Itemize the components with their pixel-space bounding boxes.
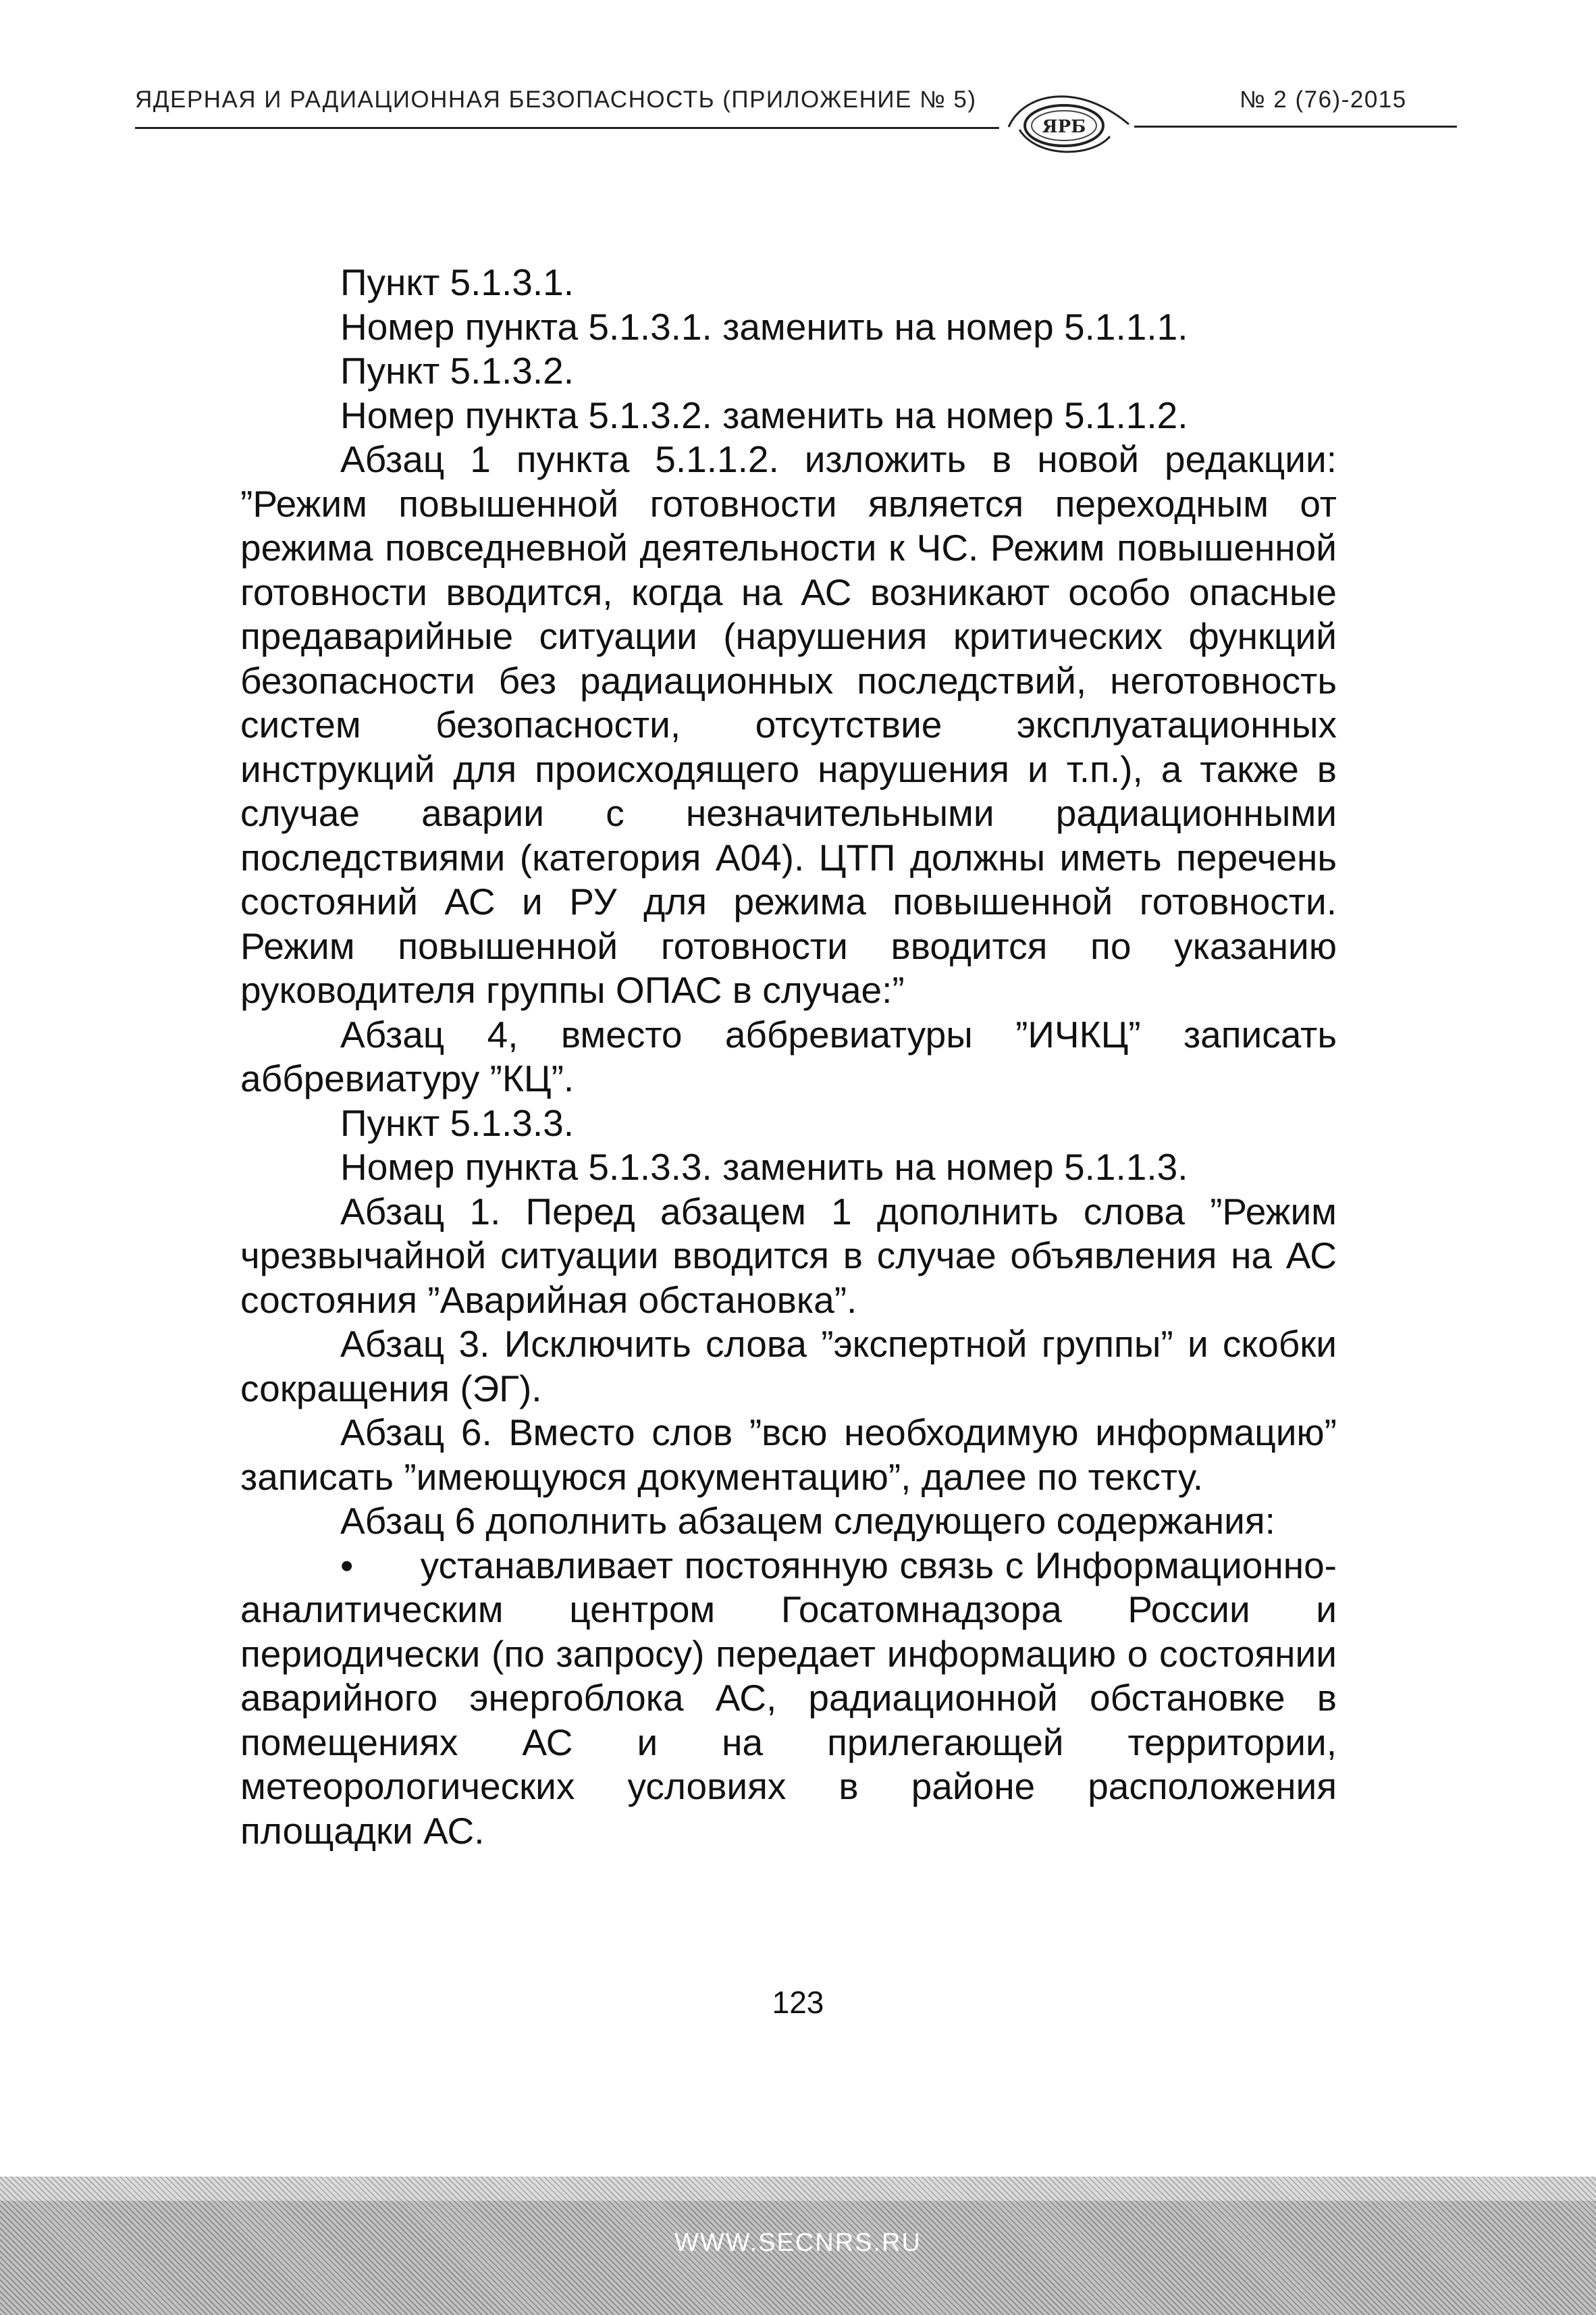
bullet-mark: • (340, 1544, 354, 1586)
paragraph: Абзац 1 пункта 5.1.1.2. изложить в новой редакции: ”Режим повышенной готовности является переходным от режима повседневной деятельности к ЧС. Режим повышенной готовности вводится, когда на АС возникают особо опасные предаварийные ситуации (нарушения критических функций безопасности без радиационных последствий, неготовность систем безопасности, отсутствие эксплуатационных инструкций для происходящего нарушения и т.п.), а также в случае аварии с незначительными радиационными последствиями (категория А04). ЦТП должны иметь перечень состояний АС и РУ для режима повышенной готовности. Режим повышенной готовности вводится по указанию руководителя группы ОПАС в случае:” (240, 438, 1337, 1011)
paragraph: Пункт 5.1.3.2. (340, 350, 575, 392)
bullet-text: устанавливает постоянную связь с Информационно-аналитическим центром Госатомнадзора России и периодически (по запросу) передает информацию о состоянии аварийного энергоблока АС, радиационной обстановке в помещениях АС и на прилегающей территории, метеорологических условиях в районе расположения площадки АС. (240, 1544, 1337, 1852)
footer-band-top (0, 2177, 1596, 2201)
paragraph: Абзац 1. Перед абзацем 1 дополнить слова ”Режим чрезвычайной ситуации вводится в случае объявления на АС состояния ”Аварийная обстановка”. (240, 1190, 1337, 1321)
document-body (240, 261, 1337, 1853)
footer-url: WWW.SECNRS.RU (674, 2229, 922, 2257)
paragraph: Номер пункта 5.1.3.1. заменить на номер 5.1.1.1. (340, 305, 1188, 348)
paragraph: Абзац 6. Вместо слов ”всю необходимую информацию” записать ”имеющуюся документацию”, далее по тексту. (240, 1411, 1337, 1498)
paragraph: Абзац 6 дополнить абзацем следующего содержания: (340, 1500, 1275, 1542)
paragraph: Номер пункта 5.1.3.2. заменить на номер 5.1.1.2. (340, 394, 1188, 436)
paragraph: Номер пункта 5.1.3.3. заменить на номер 5.1.1.3. (340, 1146, 1188, 1188)
paragraph: Абзац 4, вместо аббревиатуры ”ИЧКЦ” записать аббревиатуру ”КЦ”. (240, 1013, 1337, 1099)
header-rule-left (135, 127, 999, 129)
header-rule-right (1134, 126, 1457, 128)
page-number: 123 (772, 1985, 824, 2020)
journal-title: ЯДЕРНАЯ И РАДИАЦИОННАЯ БЕЗОПАСНОСТЬ (ПРИЛОЖЕНИЕ № 5) (135, 86, 977, 113)
paragraph: Пункт 5.1.3.3. (340, 1101, 575, 1144)
logo-text: ЯРБ (1042, 117, 1086, 137)
paragraph: Пункт 5.1.3.1. (340, 261, 575, 303)
bullet-item (240, 1544, 1337, 1854)
paragraph: Абзац 3. Исключить слова ”экспертной группы” и скобки сокращения (ЭГ). (240, 1323, 1337, 1409)
journal-logo-icon (996, 74, 1132, 162)
issue-number: № 2 (76)-2015 (1240, 86, 1407, 113)
